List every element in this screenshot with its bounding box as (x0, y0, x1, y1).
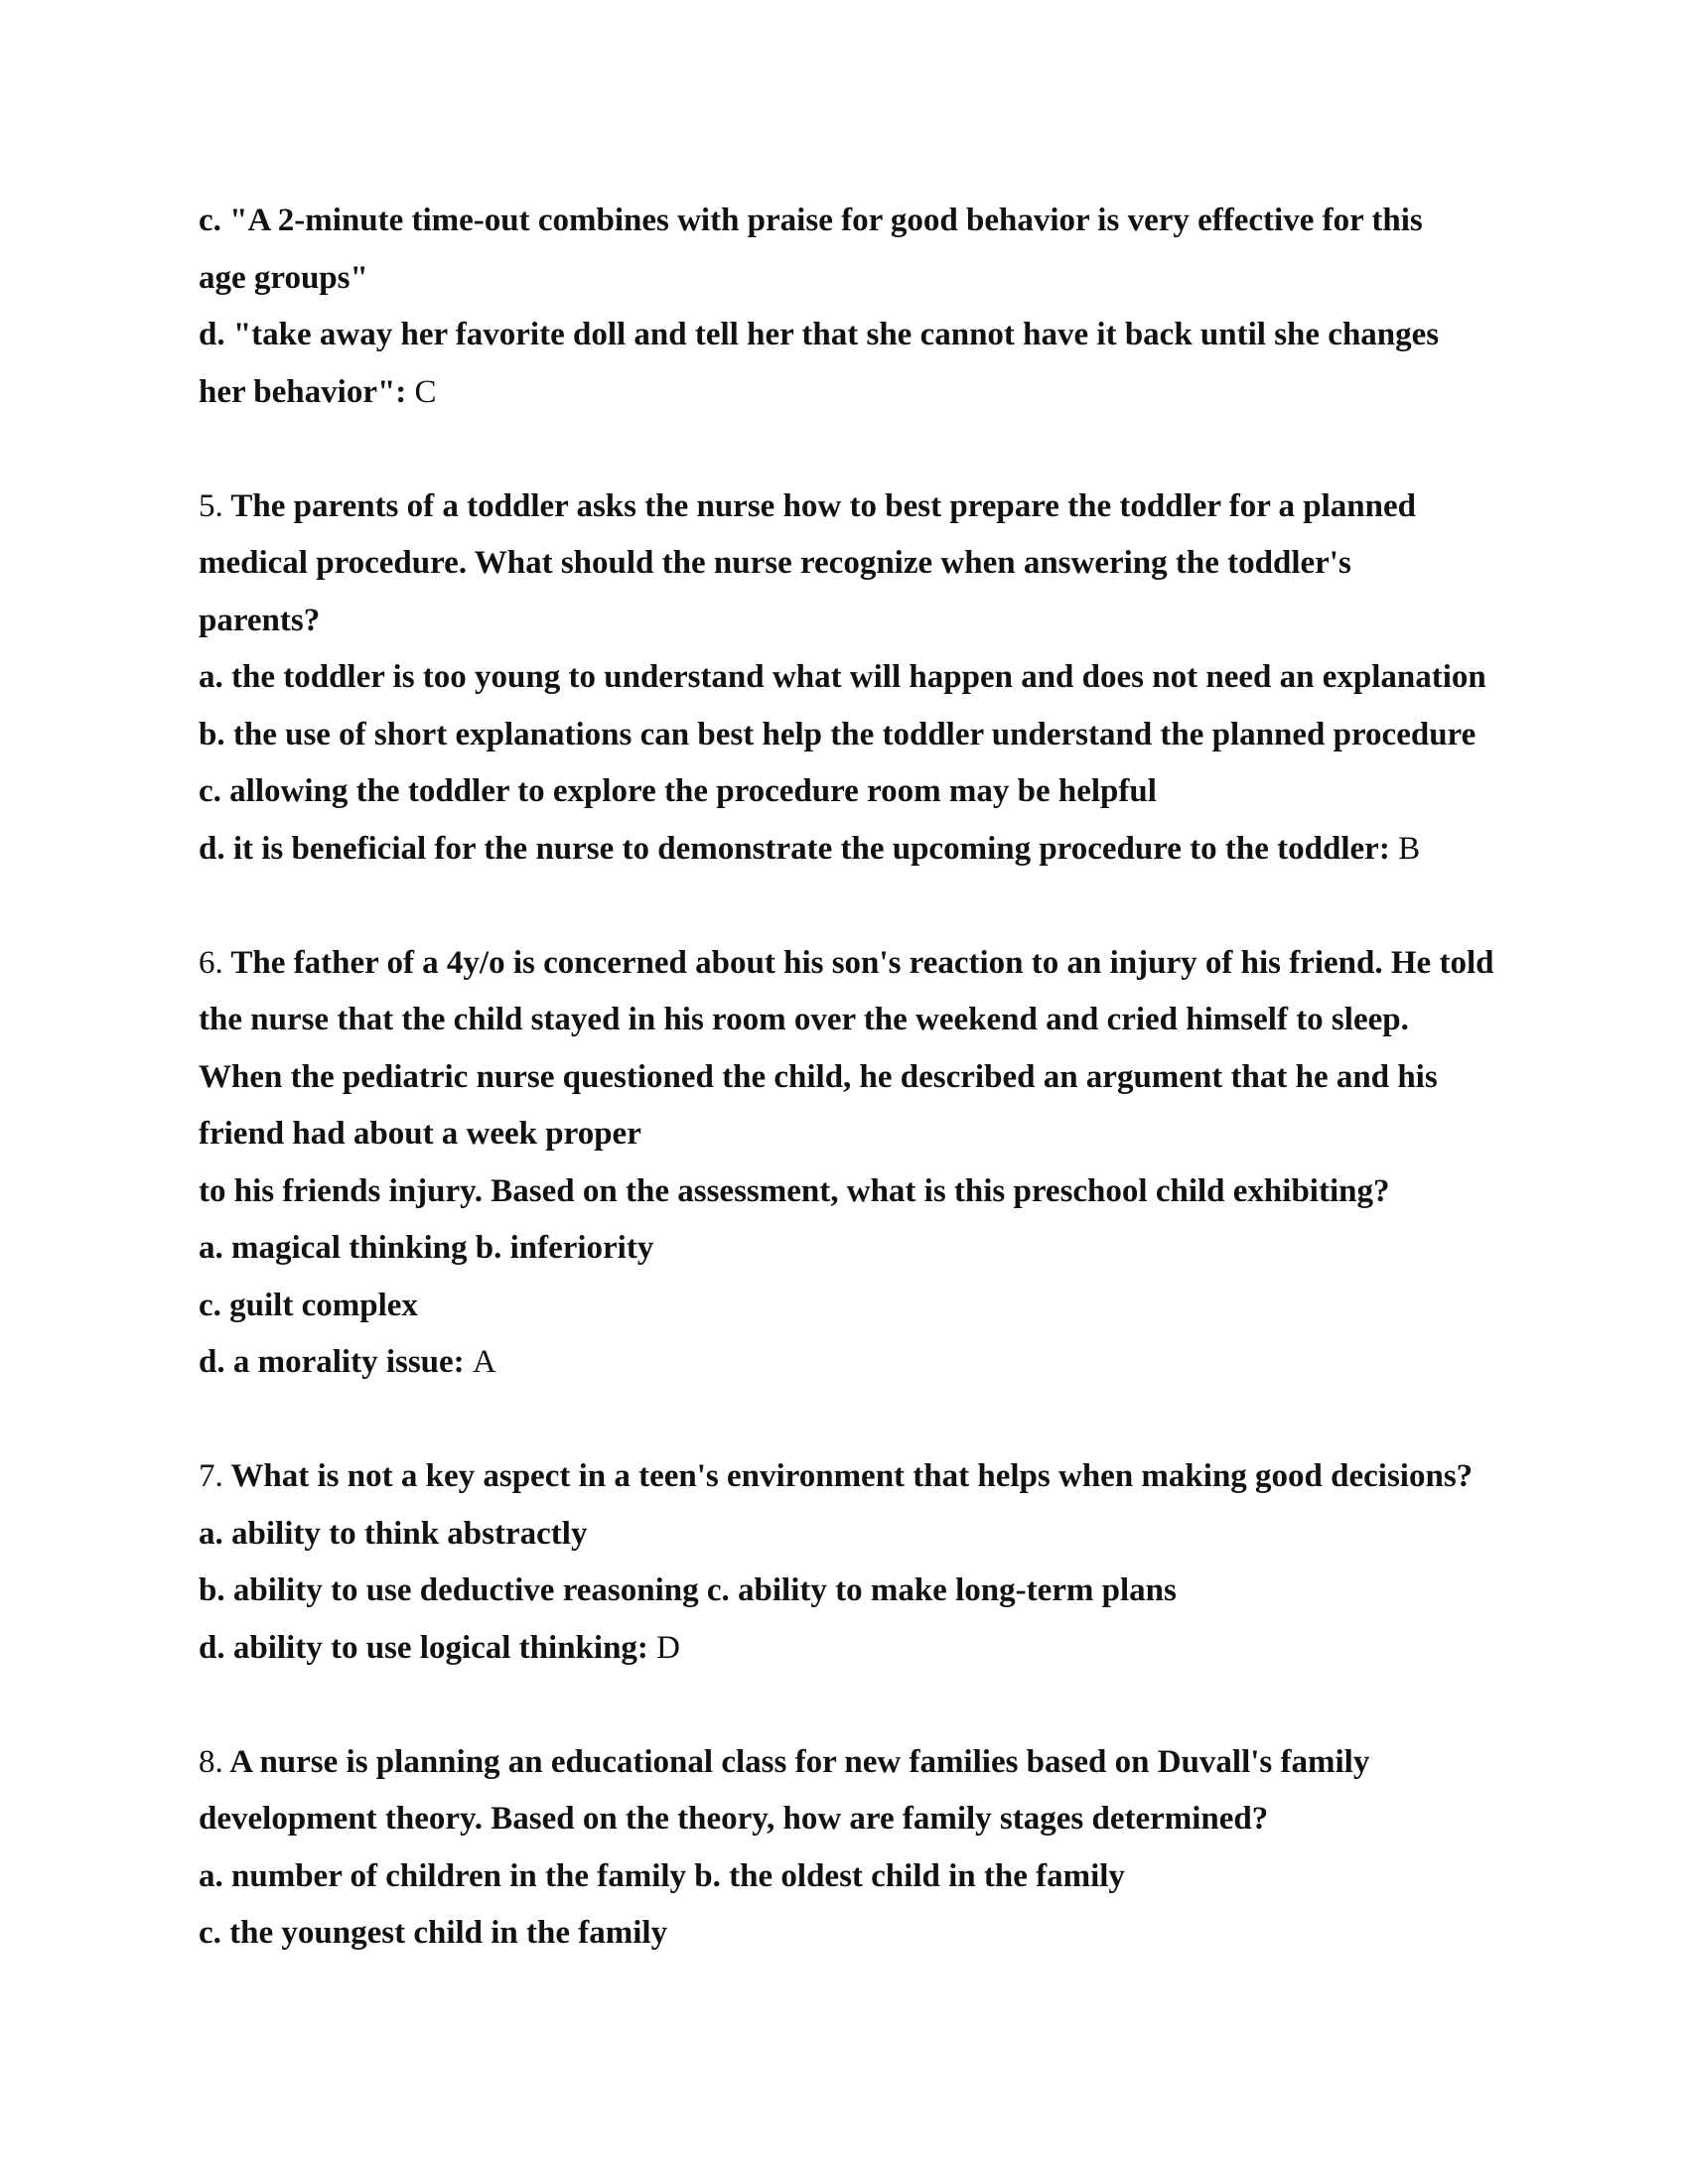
q7-stem-line1 (199, 1448, 1509, 1506)
q4-option-d-text-cont: her behavior": (199, 373, 407, 410)
q8-stem-line1 (199, 1734, 1509, 1792)
q5-stem-text-end: parents? (199, 602, 321, 638)
q7-option-d-text: d. ability to use logical thinking: (199, 1629, 648, 1666)
q6-option-c-text: c. guilt complex (199, 1287, 418, 1323)
q5-option-c-text: c. allowing the toddler to explore the procedure room may be helpful (199, 773, 1157, 809)
q6-option-d (199, 1334, 1509, 1392)
q8-option-ab (199, 1848, 1509, 1906)
spacer (199, 1392, 1509, 1449)
q4-option-c-text: c. "A 2-minute time-out combines with praise for good behavior is very effective for this (199, 203, 1423, 238)
spacer (199, 1677, 1509, 1734)
q7-option-bc-text: b. ability to use deductive reasoning c. ability to make long-term plans (199, 1572, 1177, 1608)
q8-option-c-text: c. the youngest child in the family (199, 1915, 668, 1951)
q5-option-c (199, 763, 1509, 821)
q5-option-d (199, 821, 1509, 879)
q4-option-d-line1 (199, 307, 1509, 364)
q5-option-a-text: a. the toddler is too young to understand what will happen and does not need an explanation (199, 659, 1486, 695)
q5-option-b (199, 707, 1509, 764)
q5-stem-line3 (199, 593, 1509, 650)
q4-option-d-text: d. "take away her favorite doll and tell her that she cannot have it back until she changes (199, 317, 1440, 352)
q6-option-ab-text: a. magical thinking b. inferiority (199, 1230, 654, 1266)
spacer (199, 878, 1509, 935)
q4-option-c-line2 (199, 250, 1509, 308)
q5-number: 5. (199, 487, 223, 524)
q5-stem-line2 (199, 535, 1509, 593)
q8-stem-text: A nurse is planning an educational class for new families based on Duvall's family (229, 1743, 1370, 1780)
q7-answer: D (656, 1629, 681, 1666)
q4-option-c-text-cont: age groups" (199, 259, 368, 296)
q6-stem-line5 (199, 1163, 1509, 1221)
q8-option-c (199, 1905, 1509, 1963)
q8-number: 8. (199, 1743, 223, 1780)
q5-stem-text-cont: medical procedure. What should the nurse recognize when answering the toddler's (199, 545, 1351, 581)
q4-option-d-line2 (199, 364, 1509, 422)
q7-option-a-text: a. ability to think abstractly (199, 1515, 588, 1552)
q6-stem-line1 (199, 935, 1509, 993)
spacer (199, 421, 1509, 478)
q6-option-c (199, 1278, 1509, 1335)
document-body (199, 193, 1509, 1963)
q7-stem-text: What is not a key aspect in a teen's environment that helps when making good decisions? (230, 1458, 1474, 1494)
q6-stem-line2 (199, 992, 1509, 1049)
q8-stem-line2 (199, 1791, 1509, 1848)
q6-number: 6. (199, 944, 223, 981)
q6-stem-text-4: friend had about a week proper (199, 1116, 641, 1152)
q5-option-b-text: b. the use of short explanations can best help the toddler understand the planned procedure (199, 716, 1477, 752)
q6-stem-text-2: the nurse that the child stayed in his room over the weekend and cried himself to sleep. (199, 1002, 1409, 1037)
q6-option-d-text: d. a morality issue: (199, 1344, 465, 1380)
q8-option-ab-text: a. number of children in the family b. the oldest child in the family (199, 1857, 1125, 1894)
q6-stem-line3 (199, 1049, 1509, 1107)
q6-option-ab (199, 1220, 1509, 1278)
q6-stem-line4 (199, 1106, 1509, 1163)
q5-stem-text: The parents of a toddler asks the nurse how to best prepare the toddler for a planned (230, 487, 1416, 524)
q5-option-a (199, 649, 1509, 707)
q6-stem-text-5: to his friends injury. Based on the assessment, what is this preschool child exhibiting? (199, 1172, 1390, 1209)
q5-answer: B (1398, 830, 1421, 867)
q5-stem-line1 (199, 478, 1509, 536)
q6-answer: A (472, 1344, 496, 1380)
q7-option-a (199, 1506, 1509, 1564)
q6-stem-text-3: When the pediatric nurse questioned the child, he described an argument that he and his (199, 1058, 1438, 1095)
q7-number: 7. (199, 1458, 223, 1494)
q4-answer: C (414, 373, 437, 410)
q4-option-c-line1 (199, 193, 1509, 250)
q8-stem-text-cont: development theory. Based on the theory, how are family stages determined? (199, 1801, 1269, 1837)
q5-option-d-text: d. it is beneficial for the nurse to demonstrate the upcoming procedure to the toddler: (199, 830, 1390, 867)
q6-stem-text: The father of a 4y/o is concerned about his son's reaction to an injury of his friend. He told (230, 944, 1494, 981)
q7-option-d (199, 1620, 1509, 1678)
q7-option-bc (199, 1563, 1509, 1620)
